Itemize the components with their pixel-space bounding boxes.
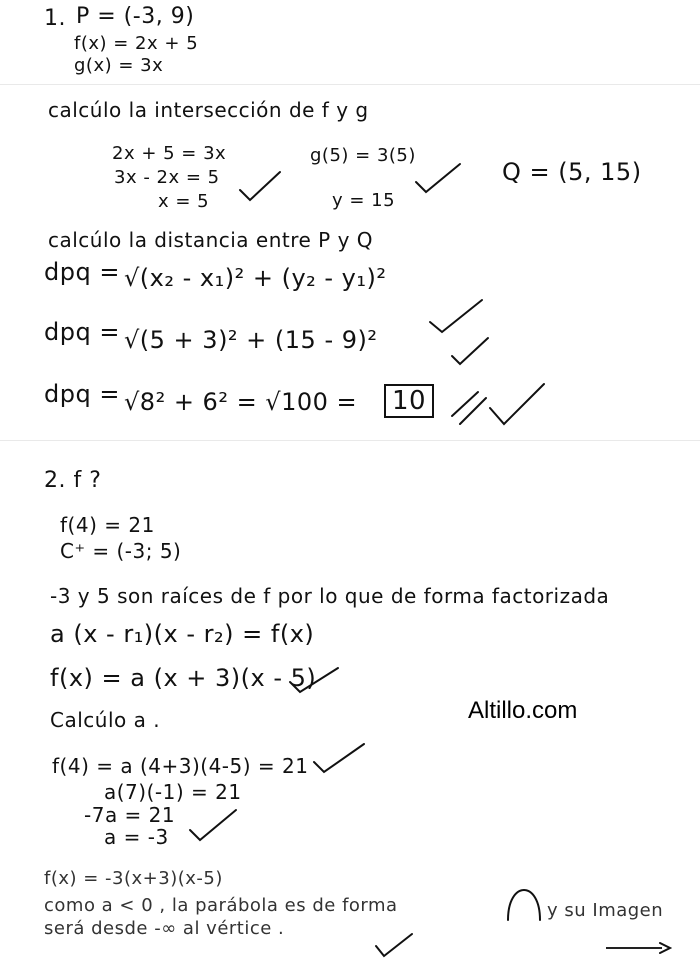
point-q: Q = (5, 15) (502, 158, 642, 186)
distance-calculation-lhs: dpq = (44, 380, 120, 408)
equation-line-2: 3x - 2x = 5 (114, 167, 220, 188)
factored-specific: f(x) = a (x + 3)(x - 5) (50, 664, 317, 692)
equation-line-3: x = 5 (158, 191, 210, 212)
given-roots: C⁺ = (-3; 5) (60, 539, 182, 563)
solve-step-4: a = -3 (104, 825, 169, 849)
point-p: P = (-3, 9) (76, 4, 195, 29)
g-of-5-line-2: y = 15 (332, 190, 396, 211)
intersection-heading: calcúlo la intersección de f y g (48, 98, 369, 122)
g-of-5-line-1: g(5) = 3(5) (310, 145, 416, 166)
given-f-of-4: f(4) = 21 (60, 513, 155, 537)
problem-1-number: 1. (44, 6, 66, 31)
check-mark-icon (288, 664, 340, 696)
solve-step-2: a(7)(-1) = 21 (104, 780, 242, 804)
distance-heading: calcúlo la distancia entre P y Q (48, 228, 374, 252)
calc-a-heading: Calcúlo a . (50, 708, 161, 732)
check-mark-icon (450, 380, 546, 432)
final-function: f(x) = -3(x+3)(x-5) (44, 868, 223, 889)
f-definition: f(x) = 2x + 5 (74, 33, 199, 54)
ruled-line (0, 440, 700, 441)
check-mark-icon (312, 740, 366, 776)
parabola-shape-icon (504, 876, 544, 922)
solve-step-1: f(4) = a (4+3)(4-5) = 21 (52, 754, 309, 778)
solve-step-3: -7a = 21 (84, 803, 176, 827)
problem-2-number: 2. f ? (44, 468, 102, 493)
factored-general: a (x - r₁)(x - r₂) = f(x) (50, 620, 315, 648)
distance-calculation-rhs: √8² + 6² = √100 = (124, 388, 358, 416)
distance-formula-lhs: dpq = (44, 258, 120, 286)
conclusion-line-2: será desde -∞ al vértice . (44, 918, 285, 939)
arrow-line (606, 947, 662, 949)
check-mark-icon (428, 296, 484, 336)
check-mark-icon (238, 168, 282, 204)
g-definition: g(x) = 3x (74, 55, 164, 76)
distance-formula-rhs: √(x₂ - x₁)² + (y₂ - y₁)² (124, 264, 387, 292)
check-mark-icon (374, 930, 414, 960)
conclusion-line-1b: y su Imagen (547, 900, 664, 921)
arrow-right-icon (658, 941, 672, 955)
check-mark-icon (450, 334, 490, 368)
check-mark-icon (188, 806, 238, 844)
watermark: Altillo.com (468, 697, 578, 724)
roots-statement: -3 y 5 son raíces de f por lo que de forma factorizada (50, 584, 610, 608)
distance-substitution-rhs: √(5 + 3)² + (15 - 9)² (124, 326, 378, 354)
ruled-line (0, 84, 700, 85)
distance-substitution-lhs: dpq = (44, 318, 120, 346)
distance-result-box: 10 (384, 384, 434, 418)
equation-line-1: 2x + 5 = 3x (112, 143, 227, 164)
conclusion-line-1: como a < 0 , la parábola es de forma (44, 895, 398, 916)
check-mark-icon (414, 160, 462, 196)
